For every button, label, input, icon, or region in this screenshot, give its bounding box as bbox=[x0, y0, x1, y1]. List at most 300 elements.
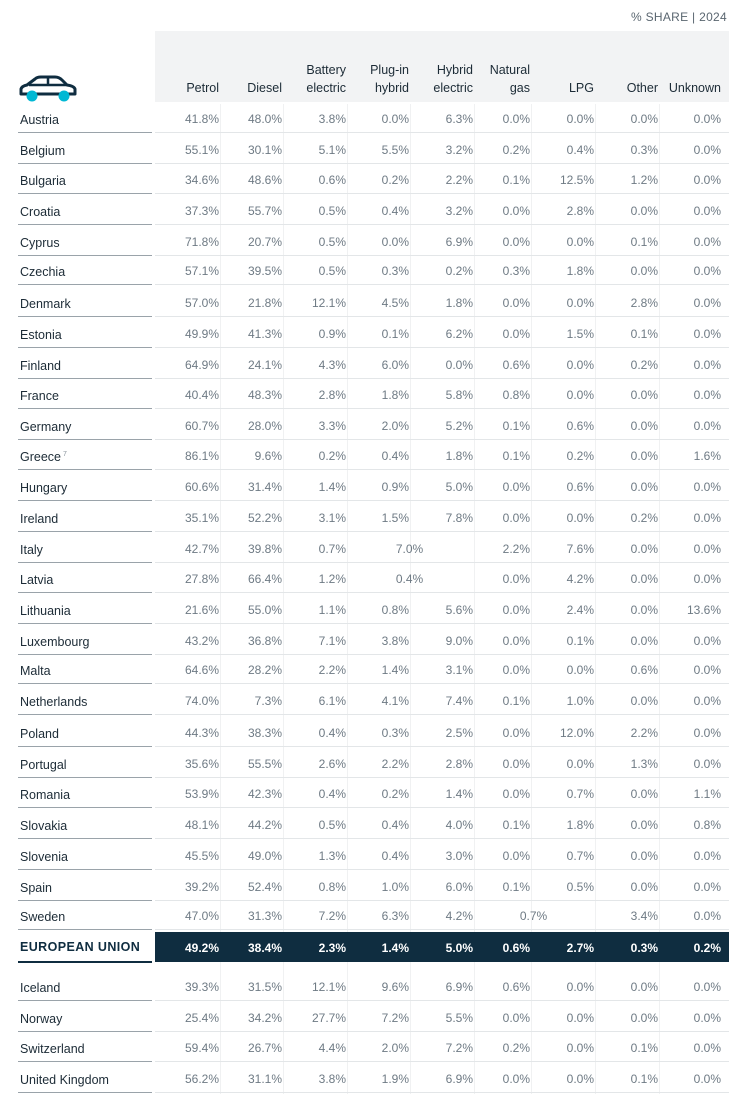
cell-natgas: 0.0% bbox=[502, 787, 530, 801]
cell-battery: 5.1% bbox=[318, 143, 346, 157]
cell-diesel: 52.2% bbox=[247, 511, 282, 525]
cell-petrol: 57.0% bbox=[184, 296, 219, 310]
cell-petrol: 59.4% bbox=[184, 1041, 219, 1055]
cell-lpg: 4.2% bbox=[566, 572, 594, 586]
cell-natgas: 0.0% bbox=[502, 112, 530, 126]
cell-natgas: 2.2% bbox=[502, 542, 530, 556]
row-divider bbox=[155, 869, 729, 870]
row-divider bbox=[18, 623, 152, 624]
cell-natgas: 0.0% bbox=[502, 572, 530, 586]
cell-other: 0.0% bbox=[630, 449, 658, 463]
cell-other: 0.0% bbox=[630, 572, 658, 586]
table-row bbox=[0, 419, 730, 449]
cell-other: 0.0% bbox=[630, 603, 658, 617]
cell-petrol: 53.9% bbox=[184, 787, 219, 801]
row-divider bbox=[155, 654, 729, 655]
eu-total-diesel: 38.4% bbox=[247, 941, 282, 955]
cell-other: 2.2% bbox=[630, 726, 658, 740]
cell-hybrid: 6.0% bbox=[445, 880, 473, 894]
cell-unknown: 0.0% bbox=[693, 980, 721, 994]
table-row bbox=[0, 818, 730, 848]
cell-diesel: 20.7% bbox=[247, 235, 282, 249]
row-divider bbox=[18, 562, 152, 563]
cell-other: 0.0% bbox=[630, 542, 658, 556]
eu-total-underline bbox=[18, 961, 152, 963]
cell-natgas: 0.0% bbox=[502, 603, 530, 617]
country-name: Slovakia bbox=[20, 819, 68, 833]
cell-petrol: 64.6% bbox=[184, 663, 219, 677]
cell-unknown: 0.0% bbox=[693, 388, 721, 402]
cell-unknown: 0.8% bbox=[693, 818, 721, 832]
cell-lpg: 12.5% bbox=[559, 173, 594, 187]
table-row bbox=[0, 1041, 730, 1071]
cell-unknown: 0.0% bbox=[693, 572, 721, 586]
country-name: Austria bbox=[20, 113, 59, 127]
cell-unknown: 0.0% bbox=[693, 480, 721, 494]
country-name: France bbox=[20, 389, 59, 403]
row-divider bbox=[155, 1061, 729, 1062]
cell-lpg: 0.0% bbox=[566, 296, 594, 310]
cell-battery: 4.4% bbox=[318, 1041, 346, 1055]
cell-petrol: 74.0% bbox=[184, 694, 219, 708]
cell-hybrid: 4.2% bbox=[445, 909, 473, 923]
cell-hybrid: 6.9% bbox=[445, 980, 473, 994]
row-divider bbox=[155, 777, 729, 778]
cell-other: 1.3% bbox=[630, 757, 658, 771]
row-divider bbox=[155, 284, 729, 285]
cell-natgas: 0.6% bbox=[502, 358, 530, 372]
cell-unknown: 0.0% bbox=[693, 694, 721, 708]
cell-diesel: 9.6% bbox=[254, 449, 282, 463]
cell-plugin: 1.8% bbox=[381, 388, 409, 402]
cell-unknown: 0.0% bbox=[693, 849, 721, 863]
country-name: Estonia bbox=[20, 328, 62, 342]
country-name: Switzerland bbox=[20, 1042, 85, 1056]
cell-unknown: 0.0% bbox=[693, 1011, 721, 1025]
cell-battery: 0.4% bbox=[318, 787, 346, 801]
row-divider bbox=[18, 316, 152, 317]
country-name: Spain bbox=[20, 881, 52, 895]
cell-hybrid: 3.0% bbox=[445, 849, 473, 863]
cell-plugin: 3.8% bbox=[381, 634, 409, 648]
cell-plugin: 4.5% bbox=[381, 296, 409, 310]
cell-lpg: 0.0% bbox=[566, 388, 594, 402]
share-label: % SHARE | 2024 bbox=[630, 10, 727, 24]
cell-other: 0.0% bbox=[630, 849, 658, 863]
country-name: Italy bbox=[20, 543, 43, 557]
cell-plugin: 0.4% bbox=[395, 572, 424, 586]
row-divider bbox=[18, 408, 152, 409]
table-row bbox=[0, 980, 730, 1010]
cell-other: 0.6% bbox=[630, 663, 658, 677]
cell-lpg: 0.0% bbox=[566, 1011, 594, 1025]
cell-petrol: 45.5% bbox=[184, 849, 219, 863]
cell-plugin: 0.2% bbox=[381, 787, 409, 801]
cell-diesel: 30.1% bbox=[247, 143, 282, 157]
country-name: Hungary bbox=[20, 481, 68, 495]
eu-total-label: EUROPEAN UNION bbox=[20, 940, 141, 954]
table-row bbox=[0, 143, 730, 173]
cell-battery: 4.3% bbox=[318, 358, 346, 372]
cell-lpg: 0.0% bbox=[566, 1072, 594, 1086]
cell-natgas: 0.0% bbox=[502, 663, 530, 677]
row-divider bbox=[18, 163, 152, 164]
cell-battery: 1.2% bbox=[318, 572, 346, 586]
cell-other: 0.0% bbox=[630, 880, 658, 894]
cell-hybrid: 5.5% bbox=[445, 1011, 473, 1025]
cell-diesel: 31.4% bbox=[247, 480, 282, 494]
cell-battery: 3.8% bbox=[318, 112, 346, 126]
cell-petrol: 37.3% bbox=[184, 204, 219, 218]
cell-other: 0.0% bbox=[630, 787, 658, 801]
cell-diesel: 7.3% bbox=[254, 694, 282, 708]
table-row bbox=[0, 726, 730, 756]
cell-hybrid: 7.2% bbox=[445, 1041, 473, 1055]
country-name: Finland bbox=[20, 359, 61, 373]
cell-petrol: 48.1% bbox=[184, 818, 219, 832]
eu-total-unknown: 0.2% bbox=[693, 941, 721, 955]
cell-unknown: 0.0% bbox=[693, 634, 721, 648]
cell-diesel: 55.5% bbox=[247, 757, 282, 771]
cell-hybrid: 0.2% bbox=[445, 264, 473, 278]
cell-unknown: 0.0% bbox=[693, 358, 721, 372]
cell-unknown: 0.0% bbox=[693, 511, 721, 525]
cell-petrol: 71.8% bbox=[184, 235, 219, 249]
cell-battery: 0.2% bbox=[318, 449, 346, 463]
cell-diesel: 24.1% bbox=[247, 358, 282, 372]
row-divider bbox=[155, 929, 729, 930]
row-divider bbox=[18, 1061, 152, 1062]
cell-hybrid: 1.8% bbox=[445, 296, 473, 310]
cell-petrol: 34.6% bbox=[184, 173, 219, 187]
cell-other: 0.0% bbox=[630, 1011, 658, 1025]
cell-unknown: 0.0% bbox=[693, 419, 721, 433]
table-row bbox=[0, 235, 730, 265]
row-divider bbox=[155, 500, 729, 501]
cell-natgas: 0.0% bbox=[502, 1072, 530, 1086]
row-divider bbox=[18, 378, 152, 379]
cell-hybrid: 5.0% bbox=[445, 480, 473, 494]
cell-battery: 6.1% bbox=[318, 694, 346, 708]
cell-natgas: 0.1% bbox=[502, 818, 530, 832]
country-name: Ireland bbox=[20, 512, 59, 526]
cell-lpg: 0.7% bbox=[566, 849, 594, 863]
cell-diesel: 49.0% bbox=[247, 849, 282, 863]
cell-petrol: 86.1% bbox=[184, 449, 219, 463]
row-divider bbox=[18, 469, 152, 470]
cell-natgas: 0.0% bbox=[502, 511, 530, 525]
cell-natgas: 0.0% bbox=[502, 327, 530, 341]
cell-petrol: 43.2% bbox=[184, 634, 219, 648]
cell-lpg: 0.7% bbox=[566, 787, 594, 801]
cell-diesel: 31.1% bbox=[247, 1072, 282, 1086]
cell-other: 0.0% bbox=[630, 264, 658, 278]
row-divider bbox=[18, 746, 152, 747]
eu-total-battery: 2.3% bbox=[318, 941, 346, 955]
table-row bbox=[0, 1072, 730, 1102]
cell-unknown: 0.0% bbox=[693, 112, 721, 126]
row-divider bbox=[155, 193, 729, 194]
cell-battery: 0.5% bbox=[318, 235, 346, 249]
cell-natgas: 0.6% bbox=[502, 980, 530, 994]
cell-diesel: 26.7% bbox=[247, 1041, 282, 1055]
country-name: Denmark bbox=[20, 297, 71, 311]
cell-other: 0.0% bbox=[630, 634, 658, 648]
row-divider bbox=[155, 807, 729, 808]
cell-lpg: 0.0% bbox=[566, 235, 594, 249]
cell-other: 2.8% bbox=[630, 296, 658, 310]
cell-petrol: 47.0% bbox=[184, 909, 219, 923]
row-divider bbox=[18, 531, 152, 532]
cell-plugin: 0.9% bbox=[381, 480, 409, 494]
cell-battery: 0.8% bbox=[318, 880, 346, 894]
cell-petrol: 27.8% bbox=[184, 572, 219, 586]
table-row bbox=[0, 480, 730, 510]
country-name: Malta bbox=[20, 664, 51, 678]
cell-other: 0.1% bbox=[630, 235, 658, 249]
row-divider bbox=[155, 224, 729, 225]
cell-petrol: 25.4% bbox=[184, 1011, 219, 1025]
cell-hybrid: 6.9% bbox=[445, 1072, 473, 1086]
cell-plugin: 2.0% bbox=[381, 419, 409, 433]
cell-plugin: 2.2% bbox=[381, 757, 409, 771]
cell-diesel: 28.0% bbox=[247, 419, 282, 433]
cell-petrol: 44.3% bbox=[184, 726, 219, 740]
row-divider bbox=[155, 531, 729, 532]
country-name: Croatia bbox=[20, 205, 61, 219]
cell-natgas: 0.1% bbox=[502, 173, 530, 187]
row-divider bbox=[18, 929, 152, 930]
cell-hybrid: 6.9% bbox=[445, 235, 473, 249]
country-name: United Kingdom bbox=[20, 1073, 109, 1087]
table-row bbox=[0, 542, 730, 572]
cell-unknown: 0.0% bbox=[693, 542, 721, 556]
country-name: Belgium bbox=[20, 144, 66, 158]
cell-other: 0.0% bbox=[630, 694, 658, 708]
cell-hybrid: 5.6% bbox=[445, 603, 473, 617]
cell-petrol: 41.8% bbox=[184, 112, 219, 126]
cell-plugin: 0.3% bbox=[381, 264, 409, 278]
cell-hybrid: 2.2% bbox=[445, 173, 473, 187]
column-header-lpg: LPG bbox=[568, 81, 594, 95]
eu-total-petrol: 49.2% bbox=[184, 941, 219, 955]
row-divider bbox=[18, 1000, 152, 1001]
cell-other: 0.1% bbox=[630, 1041, 658, 1055]
cell-petrol: 39.3% bbox=[184, 980, 219, 994]
row-divider bbox=[155, 378, 729, 379]
cell-natgas: 0.0% bbox=[502, 235, 530, 249]
cell-battery: 0.5% bbox=[318, 818, 346, 832]
cell-plugin: 0.4% bbox=[381, 849, 409, 863]
cell-battery: 0.6% bbox=[318, 173, 346, 187]
cell-natgas: 0.2% bbox=[502, 1041, 530, 1055]
row-divider bbox=[18, 255, 152, 256]
row-divider bbox=[155, 132, 729, 133]
cell-petrol: 55.1% bbox=[184, 143, 219, 157]
cell-unknown: 0.0% bbox=[693, 880, 721, 894]
eu-total-hybrid: 5.0% bbox=[445, 941, 473, 955]
cell-natgas: 0.0% bbox=[502, 757, 530, 771]
cell-plugin: 0.4% bbox=[381, 204, 409, 218]
cell-plugin: 0.2% bbox=[381, 173, 409, 187]
row-divider bbox=[18, 500, 152, 501]
row-divider bbox=[155, 316, 729, 317]
cell-natgas: 0.0% bbox=[502, 204, 530, 218]
cell-lpg: 0.5% bbox=[566, 880, 594, 894]
cell-unknown: 0.0% bbox=[693, 264, 721, 278]
row-divider bbox=[155, 900, 729, 901]
cell-hybrid: 3.2% bbox=[445, 204, 473, 218]
cell-battery: 12.1% bbox=[311, 296, 346, 310]
cell-natgas: 0.0% bbox=[502, 849, 530, 863]
cell-petrol: 60.6% bbox=[184, 480, 219, 494]
country-name: Luxembourg bbox=[20, 635, 90, 649]
cell-other: 0.0% bbox=[630, 388, 658, 402]
cell-petrol: 60.7% bbox=[184, 419, 219, 433]
column-header-plugin: Plug-in hybrid bbox=[370, 63, 409, 95]
country-name: Latvia bbox=[20, 573, 54, 587]
row-divider bbox=[18, 777, 152, 778]
cell-plugin: 6.0% bbox=[381, 358, 409, 372]
table-row bbox=[0, 204, 730, 234]
column-header-diesel: Diesel bbox=[247, 81, 282, 95]
cell-lpg: 0.0% bbox=[566, 1041, 594, 1055]
row-divider bbox=[18, 838, 152, 839]
cell-diesel: 31.5% bbox=[247, 980, 282, 994]
row-divider bbox=[18, 284, 152, 285]
cell-other: 0.0% bbox=[630, 818, 658, 832]
row-divider bbox=[18, 869, 152, 870]
cell-hybrid: 9.0% bbox=[445, 634, 473, 648]
cell-unknown: 0.0% bbox=[693, 235, 721, 249]
cell-petrol: 57.1% bbox=[184, 264, 219, 278]
cell-unknown: 0.0% bbox=[693, 757, 721, 771]
row-divider bbox=[18, 654, 152, 655]
row-divider bbox=[155, 714, 729, 715]
row-divider bbox=[18, 807, 152, 808]
country-name: Greece $^7$ bbox=[20, 450, 67, 464]
row-divider bbox=[18, 439, 152, 440]
cell-lpg: 2.8% bbox=[566, 204, 594, 218]
cell-other: 0.0% bbox=[630, 419, 658, 433]
table-row bbox=[0, 757, 730, 787]
cell-lpg: 0.0% bbox=[566, 511, 594, 525]
cell-diesel: 41.3% bbox=[247, 327, 282, 341]
cell-battery: 2.2% bbox=[318, 663, 346, 677]
country-name: Bulgaria bbox=[20, 174, 66, 188]
cell-hybrid: 7.4% bbox=[445, 694, 473, 708]
cell-diesel: 28.2% bbox=[247, 663, 282, 677]
cell-unknown: 0.0% bbox=[693, 173, 721, 187]
country-name: Netherlands bbox=[20, 695, 88, 709]
cell-natgas: 0.0% bbox=[502, 726, 530, 740]
table-row bbox=[0, 327, 730, 357]
eu-total-other: 0.3% bbox=[630, 941, 658, 955]
table-row bbox=[0, 603, 730, 633]
cell-diesel: 55.0% bbox=[247, 603, 282, 617]
cell-other: 0.3% bbox=[630, 143, 658, 157]
cell-hybrid: 6.3% bbox=[445, 112, 473, 126]
column-header-battery: Battery electric bbox=[306, 63, 346, 95]
cell-petrol: 56.2% bbox=[184, 1072, 219, 1086]
eu-total-lpg: 2.7% bbox=[566, 941, 594, 955]
row-divider bbox=[18, 714, 152, 715]
cell-battery: 0.5% bbox=[318, 264, 346, 278]
cell-other: 0.2% bbox=[630, 511, 658, 525]
cell-battery: 0.9% bbox=[318, 327, 346, 341]
row-divider bbox=[155, 408, 729, 409]
cell-natgas: 0.2% bbox=[502, 143, 530, 157]
cell-natgas: 0.8% bbox=[502, 388, 530, 402]
cell-unknown: 0.0% bbox=[693, 726, 721, 740]
row-divider bbox=[155, 1000, 729, 1001]
cell-battery: 0.5% bbox=[318, 204, 346, 218]
cell-battery: 0.4% bbox=[318, 726, 346, 740]
cell-petrol: 42.7% bbox=[184, 542, 219, 556]
footnote-marker: 7 bbox=[63, 450, 67, 458]
cell-other: 0.0% bbox=[630, 204, 658, 218]
country-name: Cyprus bbox=[20, 236, 60, 250]
cell-plugin: 1.0% bbox=[381, 880, 409, 894]
cell-diesel: 48.6% bbox=[247, 173, 282, 187]
eu-total-natgas: 0.6% bbox=[502, 941, 530, 955]
row-divider bbox=[155, 163, 729, 164]
cell-hybrid: 2.5% bbox=[445, 726, 473, 740]
row-divider bbox=[155, 623, 729, 624]
cell-diesel: 48.0% bbox=[247, 112, 282, 126]
row-divider bbox=[155, 683, 729, 684]
cell-hybrid: 1.8% bbox=[445, 449, 473, 463]
cell-unknown: 0.0% bbox=[693, 909, 721, 923]
cell-plugin: 5.5% bbox=[381, 143, 409, 157]
cell-plugin: 7.2% bbox=[381, 1011, 409, 1025]
table-row bbox=[0, 449, 730, 479]
country-name: Lithuania bbox=[20, 604, 71, 618]
cell-plugin: 0.4% bbox=[381, 818, 409, 832]
cell-hybrid: 3.1% bbox=[445, 663, 473, 677]
cell-lpg: 0.2% bbox=[566, 449, 594, 463]
cell-plugin: 9.6% bbox=[381, 980, 409, 994]
cell-diesel: 39.5% bbox=[247, 264, 282, 278]
cell-lpg: 7.6% bbox=[566, 542, 594, 556]
cell-plugin: 6.3% bbox=[381, 909, 409, 923]
cell-other: 3.4% bbox=[630, 909, 658, 923]
column-header-other: Other bbox=[626, 81, 658, 95]
cell-lpg: 1.0% bbox=[566, 694, 594, 708]
cell-petrol: 21.6% bbox=[184, 603, 219, 617]
cell-natgas: 0.7% bbox=[519, 909, 548, 923]
cell-plugin: 7.0% bbox=[395, 542, 424, 556]
table-row bbox=[0, 511, 730, 541]
row-divider bbox=[18, 132, 152, 133]
cell-other: 0.0% bbox=[630, 112, 658, 126]
row-divider bbox=[18, 347, 152, 348]
cell-plugin: 4.1% bbox=[381, 694, 409, 708]
row-divider bbox=[155, 838, 729, 839]
cell-unknown: 0.0% bbox=[693, 663, 721, 677]
cell-plugin: 1.4% bbox=[381, 663, 409, 677]
table-row bbox=[0, 880, 730, 910]
cell-petrol: 35.1% bbox=[184, 511, 219, 525]
cell-unknown: 1.6% bbox=[693, 449, 721, 463]
cell-battery: 2.8% bbox=[318, 388, 346, 402]
cell-unknown: 0.0% bbox=[693, 143, 721, 157]
eu-total-plugin: 1.4% bbox=[381, 941, 409, 955]
country-name: Romania bbox=[20, 788, 71, 802]
row-divider bbox=[155, 1031, 729, 1032]
cell-petrol: 35.6% bbox=[184, 757, 219, 771]
cell-lpg: 0.4% bbox=[566, 143, 594, 157]
